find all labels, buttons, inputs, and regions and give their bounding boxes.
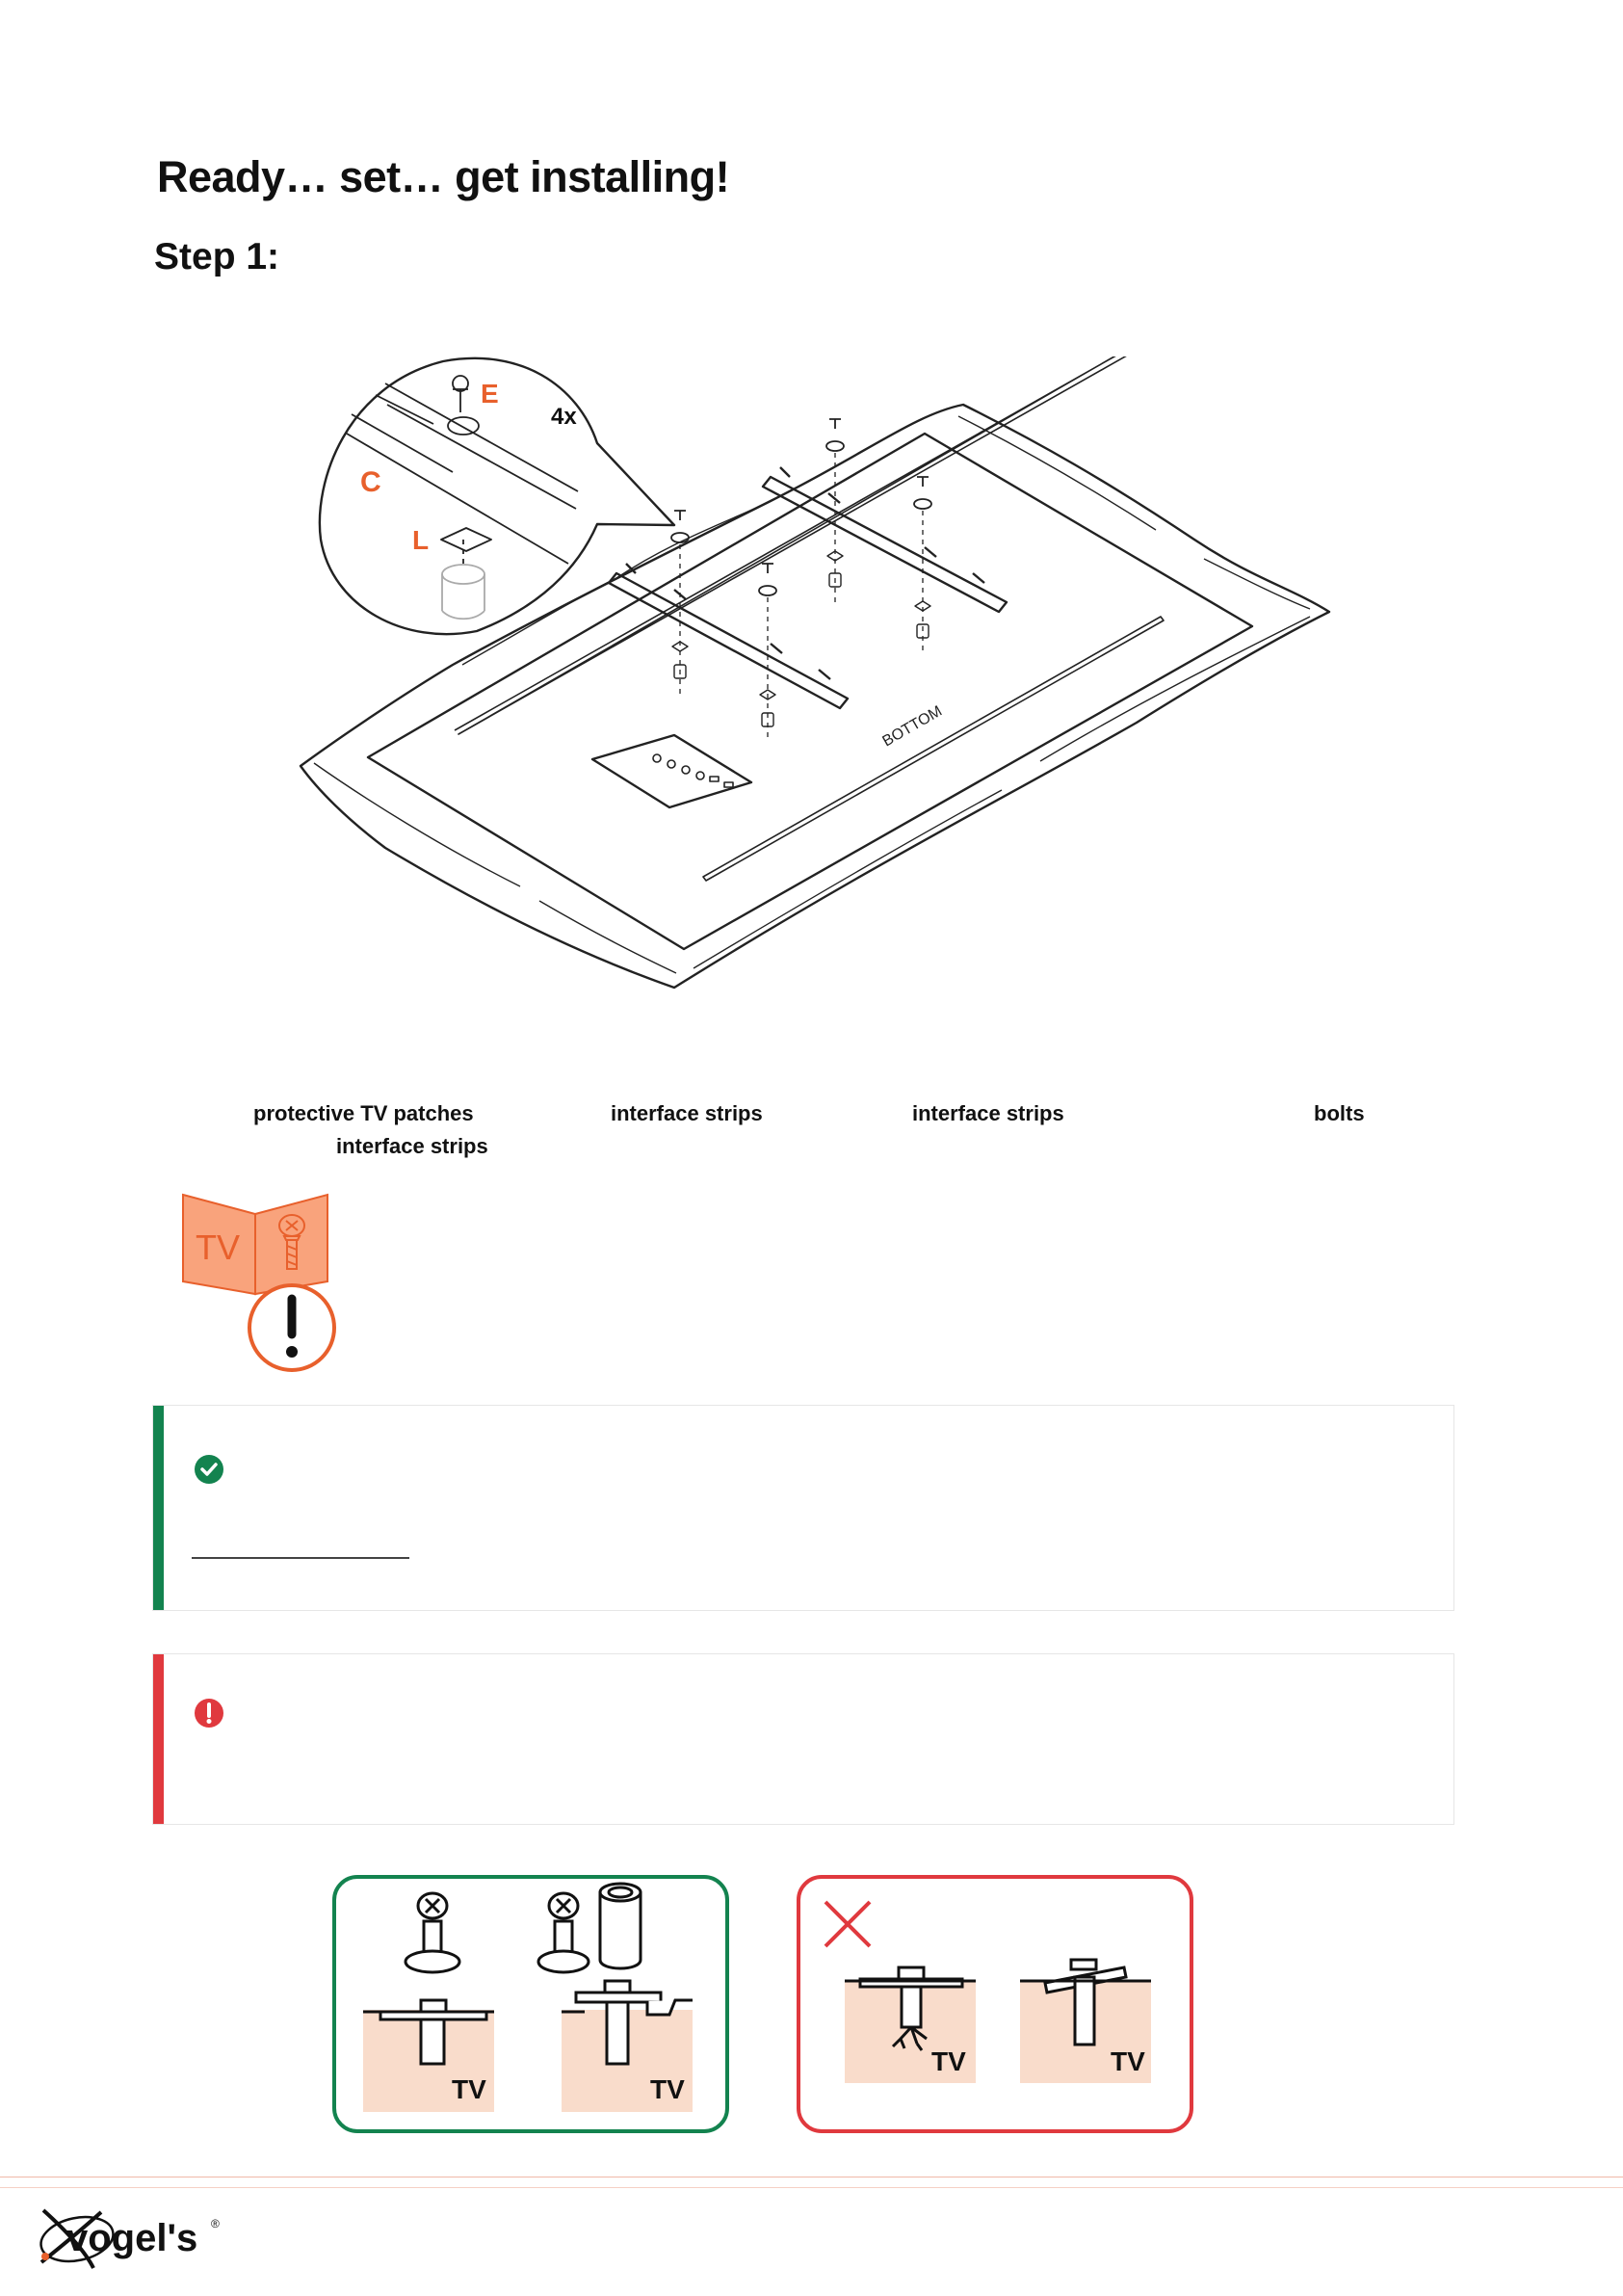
manual-tv-text: TV bbox=[196, 1227, 241, 1267]
keyword-protective-patches: protective TV patches bbox=[253, 1101, 474, 1125]
correct-tv-label-2: TV bbox=[650, 2074, 685, 2104]
success-callout bbox=[152, 1405, 1454, 1611]
check-circle-icon bbox=[194, 1454, 224, 1485]
keyword-interface-strips-1: interface strips bbox=[336, 1134, 488, 1158]
diagram-label-l: L bbox=[412, 525, 430, 555]
exclamation-circle-icon bbox=[194, 1698, 224, 1729]
manual-warning-icon bbox=[178, 1190, 347, 1373]
success-bar bbox=[153, 1406, 164, 1610]
keyword-bolts: bolts bbox=[1314, 1101, 1365, 1125]
warning-bar bbox=[153, 1654, 164, 1824]
keyword-interface-strips-3: interface strips bbox=[912, 1101, 1064, 1125]
diagram-label-c: C bbox=[360, 466, 381, 498]
keyword-interface-strips-2: interface strips bbox=[611, 1101, 763, 1125]
diagram-bottom-label: BOTTOM bbox=[879, 702, 946, 751]
correct-tv-label-1: TV bbox=[452, 2074, 486, 2104]
diagram-label-e: E bbox=[481, 379, 499, 409]
warning-callout bbox=[152, 1653, 1454, 1825]
protective-wrap bbox=[301, 405, 1329, 988]
incorrect-tv-label-1: TV bbox=[931, 2046, 966, 2076]
page-title: Ready… set… get installing! bbox=[157, 152, 730, 201]
interface-strip-left bbox=[609, 564, 848, 708]
correct-mounting-examples bbox=[332, 1875, 729, 2133]
step-heading: Step 1: bbox=[154, 236, 280, 277]
incorrect-tv-label-2: TV bbox=[1111, 2046, 1145, 2076]
diagram-label-count: 4x bbox=[551, 404, 577, 430]
registered-mark: ® bbox=[211, 2217, 220, 2230]
vogels-logo bbox=[34, 2199, 226, 2276]
link-underline[interactable] bbox=[192, 1557, 409, 1559]
incorrect-mounting-examples bbox=[797, 1875, 1193, 2133]
footer-divider-bottom bbox=[0, 2187, 1623, 2188]
brand-wordmark: vogel's bbox=[66, 2217, 198, 2259]
installation-diagram bbox=[289, 356, 1348, 1012]
